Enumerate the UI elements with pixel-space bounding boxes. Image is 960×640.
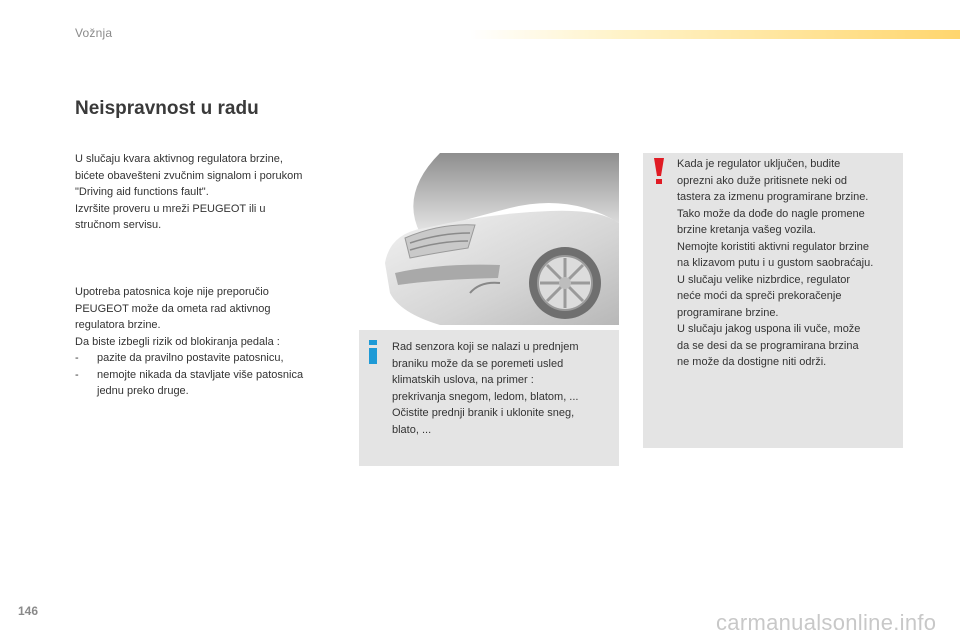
text-line: Tako može da dođe do nagle promene xyxy=(677,207,865,220)
text-line: nemojte nikada da stavljate više patosnica xyxy=(97,368,304,381)
text-line: da se desi da se programirana brzina xyxy=(677,339,859,352)
text-line: na klizavom putu i u gustom saobraćaju. xyxy=(677,257,874,269)
text-line: braniku može da se poremeti usled xyxy=(392,357,564,370)
text-line: Nemojte koristiti aktivni regulator brzine xyxy=(677,240,869,253)
text-line: U slučaju kvara aktivnog regulatora brzine, xyxy=(75,153,283,165)
text-line: pazite da pravilno postavite patosnicu, xyxy=(97,352,284,364)
text-line: Očistite prednji branik i uklonite sneg, xyxy=(392,407,575,419)
text-line: Da biste izbegli rizik od blokiranja pedala : xyxy=(75,335,280,348)
bullet-dash: - xyxy=(75,352,79,364)
text-line: Rad senzora koji se nalazi u prednjem xyxy=(392,341,579,353)
text-line: stručnom servisu. xyxy=(75,219,162,231)
text-line: Kada je regulator uključen, budite xyxy=(677,158,841,170)
floor-mat-paragraph xyxy=(75,284,340,400)
bullet-item xyxy=(75,350,340,367)
exclamation-icon xyxy=(653,158,665,184)
section-title: Neispravnost u radu xyxy=(75,98,259,119)
watermark: carmanualsonline.info xyxy=(716,610,937,635)
text-line: blato, ... xyxy=(392,423,432,436)
text-line: ne može da dostigne niti održi. xyxy=(677,356,827,368)
text-line: oprezni ako duže pritisnete neki od xyxy=(677,174,847,187)
text-line: bićete obavešteni zvučnim signalom i porukom xyxy=(75,169,303,182)
text-line: brzine kretanja vašeg vozila. xyxy=(677,224,816,236)
text-line: Upotreba patosnica koje nije preporučio xyxy=(75,286,269,298)
car-front-illustration xyxy=(380,153,619,325)
text-line: "Driving aid functions fault". xyxy=(75,186,209,198)
text-line: neće moći da spreči prekoračenje xyxy=(677,290,842,302)
warning-note-text xyxy=(677,156,899,371)
info-note-text xyxy=(392,339,614,438)
fault-paragraph xyxy=(75,151,340,234)
text-line: U slučaju jakog uspona ili vuče, može xyxy=(677,323,861,335)
bullet-item xyxy=(75,367,340,400)
text-line: PEUGEOT može da ometa rad aktivnog xyxy=(75,302,271,315)
text-line: U slučaju velike nizbrdice, regulator xyxy=(677,273,851,286)
page-number: 146 xyxy=(18,604,39,618)
text-line: Izvršite proveru u mreži PEUGEOT ili u xyxy=(75,202,266,215)
text-line: klimatskih uslova, na primer : xyxy=(392,374,534,386)
bullet-dash: - xyxy=(75,368,79,381)
text-line: prekrivanja snegom, ledom, blatom, ... xyxy=(392,390,579,403)
text-line: tastera za izmenu programirane brzine. xyxy=(677,191,869,203)
info-icon xyxy=(366,340,380,364)
chapter-title: Vožnja xyxy=(75,26,113,40)
text-line: jednu preko druge. xyxy=(97,385,189,397)
text-line: regulatora brzine. xyxy=(75,319,161,331)
header-gradient-bar xyxy=(470,30,960,39)
text-line: programirane brzine. xyxy=(677,306,779,319)
